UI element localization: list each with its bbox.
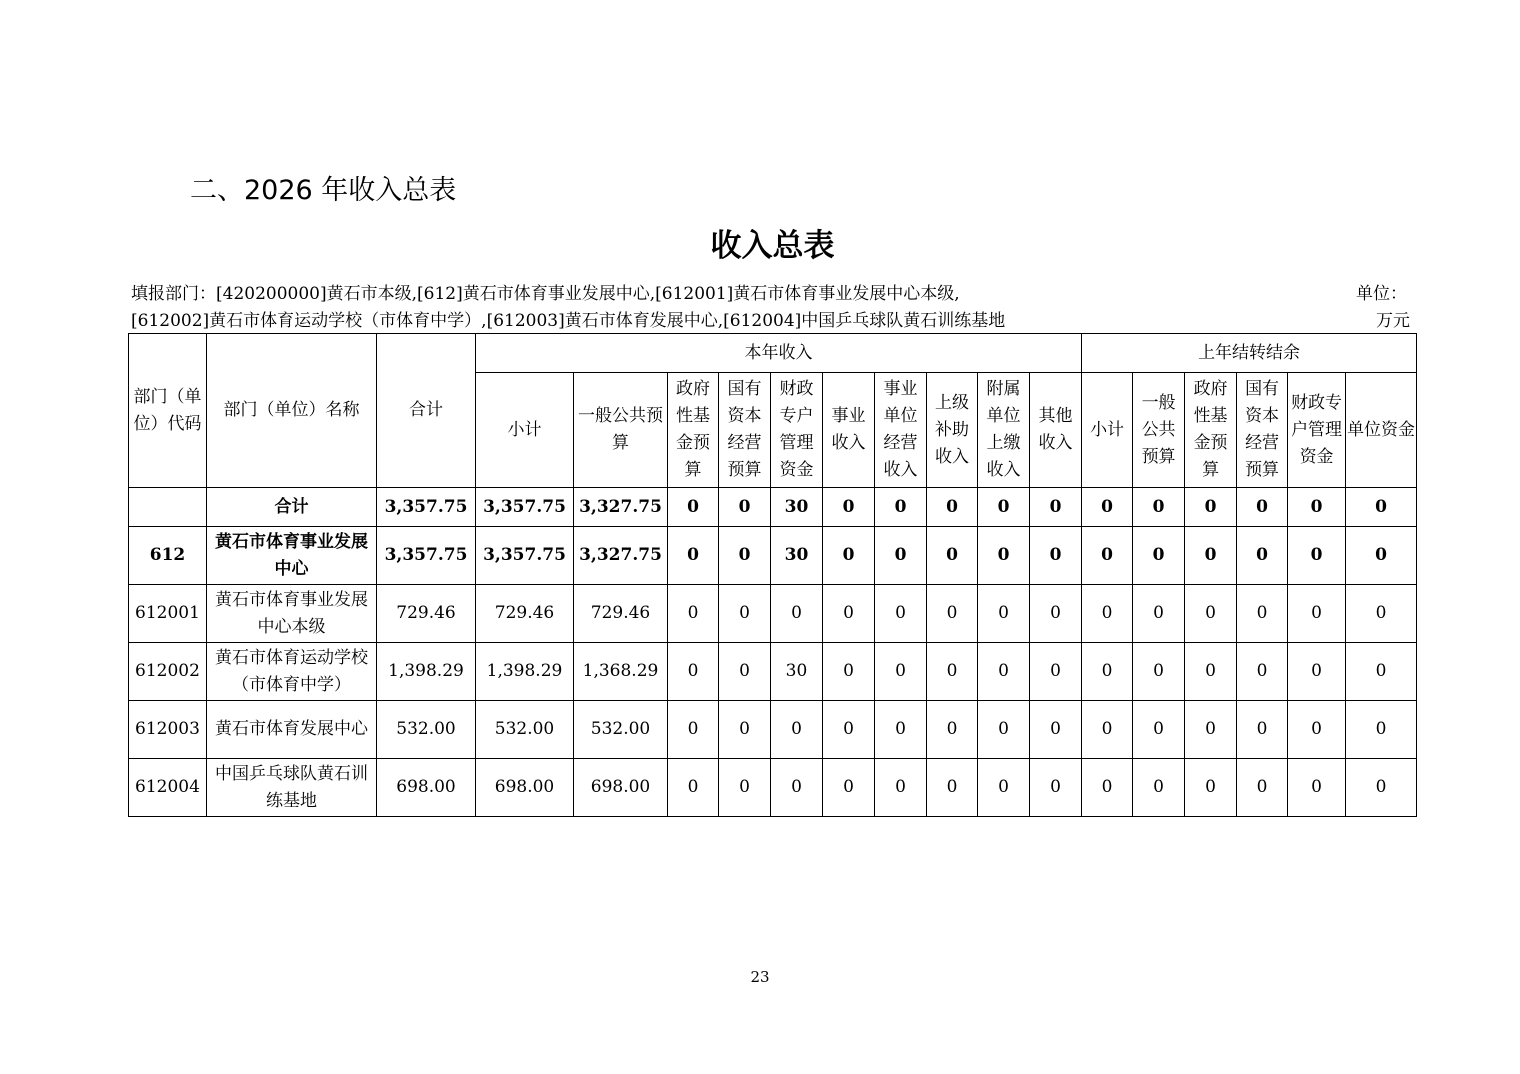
header-current-col: 国有资本经营预算	[719, 373, 771, 488]
cell-value: 0	[771, 759, 823, 817]
cell-dept-name: 合计	[207, 488, 377, 527]
cell-value: 0	[875, 527, 927, 585]
cell-value: 0	[1030, 585, 1082, 643]
cell-value: 0	[668, 488, 719, 527]
cell-value: 0	[978, 527, 1030, 585]
cell-value: 30	[771, 643, 823, 701]
cell-value: 3,357.75	[377, 527, 476, 585]
cell-value: 0	[1030, 488, 1082, 527]
table-row	[129, 701, 1417, 759]
cell-value: 1,398.29	[377, 643, 476, 701]
cell-value: 0	[1185, 759, 1237, 817]
cell-value: 0	[1288, 643, 1346, 701]
cell-value: 0	[875, 488, 927, 527]
cell-value: 0	[1185, 701, 1237, 759]
cell-value: 0	[1082, 701, 1133, 759]
cell-dept-name: 黄石市体育运动学校（市体育中学）	[207, 643, 377, 701]
cell-value: 0	[1346, 643, 1417, 701]
cell-value: 729.46	[574, 585, 668, 643]
header-previous-col: 国有资本经营预算	[1237, 373, 1288, 488]
cell-value: 698.00	[377, 759, 476, 817]
cell-value: 0	[823, 643, 875, 701]
cell-value: 0	[927, 527, 978, 585]
unit-label: 单位：	[1356, 284, 1407, 304]
header-current-col: 财政专户管理资金	[771, 373, 823, 488]
cell-value: 0	[1133, 488, 1185, 527]
cell-value: 0	[927, 585, 978, 643]
header-current-col: 一般公共预算	[574, 373, 668, 488]
cell-value: 698.00	[476, 759, 574, 817]
cell-value: 0	[1185, 585, 1237, 643]
cell-value: 0	[927, 759, 978, 817]
cell-value: 0	[1346, 585, 1417, 643]
cell-value: 0	[823, 759, 875, 817]
section-title: 二、2026 年收入总表	[190, 175, 457, 206]
header-dept-name: 部门（单位）名称	[207, 334, 377, 488]
cell-value: 0	[1237, 527, 1288, 585]
cell-value: 30	[771, 488, 823, 527]
income-summary-table	[128, 333, 1417, 817]
reporting-department-line-2: [612002]黄石市体育运动学校（市体育中学）,[612003]黄石市体育发展中心,[612004]中国乒乓球队黄石训练基地	[131, 311, 1006, 331]
cell-value: 0	[875, 643, 927, 701]
cell-value: 0	[927, 643, 978, 701]
cell-value: 0	[823, 701, 875, 759]
header-previous-col: 一般公共预算	[1133, 373, 1185, 488]
cell-value: 0	[1288, 585, 1346, 643]
unit-value: 万元	[1376, 311, 1410, 331]
cell-value: 3,327.75	[574, 527, 668, 585]
cell-value: 0	[1288, 488, 1346, 527]
table-title: 收入总表	[710, 228, 835, 264]
cell-value: 0	[668, 643, 719, 701]
cell-value: 3,357.75	[377, 488, 476, 527]
cell-value: 0	[771, 585, 823, 643]
cell-value: 0	[978, 759, 1030, 817]
cell-value: 0	[1185, 488, 1237, 527]
cell-dept-code: 612004	[129, 759, 207, 817]
cell-value: 0	[823, 527, 875, 585]
cell-dept-name: 黄石市体育事业发展中心	[207, 527, 377, 585]
header-total: 合计	[377, 334, 476, 488]
cell-value: 698.00	[574, 759, 668, 817]
cell-value: 0	[978, 643, 1030, 701]
cell-value: 0	[978, 488, 1030, 527]
cell-value: 0	[875, 759, 927, 817]
cell-dept-name: 中国乒乓球队黄石训练基地	[207, 759, 377, 817]
cell-value: 532.00	[574, 701, 668, 759]
header-current-col: 事业收入	[823, 373, 875, 488]
cell-value: 0	[1082, 527, 1133, 585]
cell-dept-code: 612001	[129, 585, 207, 643]
header-current-col: 上级补助收入	[927, 373, 978, 488]
page-number: 23	[750, 968, 770, 986]
cell-value: 0	[1133, 585, 1185, 643]
cell-value: 0	[1133, 701, 1185, 759]
header-current-col: 事业单位经营收入	[875, 373, 927, 488]
header-previous-col: 小计	[1082, 373, 1133, 488]
cell-value: 0	[1133, 643, 1185, 701]
cell-value: 0	[978, 585, 1030, 643]
cell-dept-code	[129, 488, 207, 527]
header-current-col: 政府性基金预算	[668, 373, 719, 488]
header-previous-col: 财政专户管理资金	[1288, 373, 1346, 488]
cell-dept-name: 黄石市体育发展中心	[207, 701, 377, 759]
cell-value: 0	[1346, 701, 1417, 759]
cell-value: 0	[668, 759, 719, 817]
cell-value: 0	[1288, 701, 1346, 759]
cell-value: 0	[1346, 527, 1417, 585]
reporting-department-line-1: 填报部门：[420200000]黄石市本级,[612]黄石市体育事业发展中心,[612001]黄石市体育事业发展中心本级,	[131, 284, 960, 304]
cell-value: 0	[875, 585, 927, 643]
cell-value: 0	[1237, 488, 1288, 527]
cell-value: 0	[1237, 643, 1288, 701]
cell-value: 0	[1237, 759, 1288, 817]
header-dept-code: 部门（单位）代码	[129, 334, 207, 488]
cell-value: 0	[823, 488, 875, 527]
cell-value: 0	[1346, 759, 1417, 817]
cell-value: 0	[927, 701, 978, 759]
cell-value: 0	[1288, 759, 1346, 817]
cell-value: 0	[1237, 701, 1288, 759]
cell-value: 729.46	[377, 585, 476, 643]
cell-value: 0	[1185, 527, 1237, 585]
cell-value: 0	[771, 701, 823, 759]
header-previous-col: 单位资金	[1346, 373, 1417, 488]
header-group-previous-balance: 上年结转结余	[1082, 334, 1417, 373]
cell-value: 0	[1288, 527, 1346, 585]
header-current-col: 小计	[476, 373, 574, 488]
cell-value: 30	[771, 527, 823, 585]
cell-value: 0	[668, 585, 719, 643]
cell-value: 3,357.75	[476, 488, 574, 527]
cell-value: 532.00	[476, 701, 574, 759]
cell-value: 0	[719, 585, 771, 643]
header-group-current-income: 本年收入	[476, 334, 1082, 373]
cell-value: 0	[719, 759, 771, 817]
cell-value: 0	[719, 488, 771, 527]
cell-value: 0	[927, 488, 978, 527]
cell-value: 0	[668, 701, 719, 759]
cell-dept-code: 612	[129, 527, 207, 585]
cell-value: 1,398.29	[476, 643, 574, 701]
cell-value: 0	[1030, 643, 1082, 701]
cell-value: 0	[1082, 759, 1133, 817]
cell-value: 0	[1082, 585, 1133, 643]
cell-value: 0	[875, 701, 927, 759]
table-row	[129, 585, 1417, 643]
cell-value: 0	[1082, 643, 1133, 701]
cell-value: 0	[1030, 701, 1082, 759]
cell-value: 0	[823, 585, 875, 643]
table-row	[129, 643, 1417, 701]
cell-value: 0	[978, 701, 1030, 759]
cell-value: 0	[1082, 488, 1133, 527]
table-row	[129, 527, 1417, 585]
header-current-col: 其他收入	[1030, 373, 1082, 488]
cell-dept-code: 612002	[129, 643, 207, 701]
header-current-col: 附属单位上缴收入	[978, 373, 1030, 488]
cell-value: 0	[719, 643, 771, 701]
cell-value: 0	[1237, 585, 1288, 643]
cell-value: 3,327.75	[574, 488, 668, 527]
cell-value: 729.46	[476, 585, 574, 643]
cell-value: 0	[1185, 643, 1237, 701]
table-row	[129, 488, 1417, 527]
cell-value: 0	[719, 701, 771, 759]
cell-value: 0	[1133, 759, 1185, 817]
cell-dept-name: 黄石市体育事业发展中心本级	[207, 585, 377, 643]
cell-value: 0	[1133, 527, 1185, 585]
cell-value: 0	[719, 527, 771, 585]
cell-value: 0	[1030, 759, 1082, 817]
header-previous-col: 政府性基金预算	[1185, 373, 1237, 488]
cell-value: 1,368.29	[574, 643, 668, 701]
cell-value: 0	[1346, 488, 1417, 527]
cell-value: 0	[1030, 527, 1082, 585]
cell-value: 3,357.75	[476, 527, 574, 585]
table-row	[129, 759, 1417, 817]
cell-dept-code: 612003	[129, 701, 207, 759]
cell-value: 0	[668, 527, 719, 585]
cell-value: 532.00	[377, 701, 476, 759]
